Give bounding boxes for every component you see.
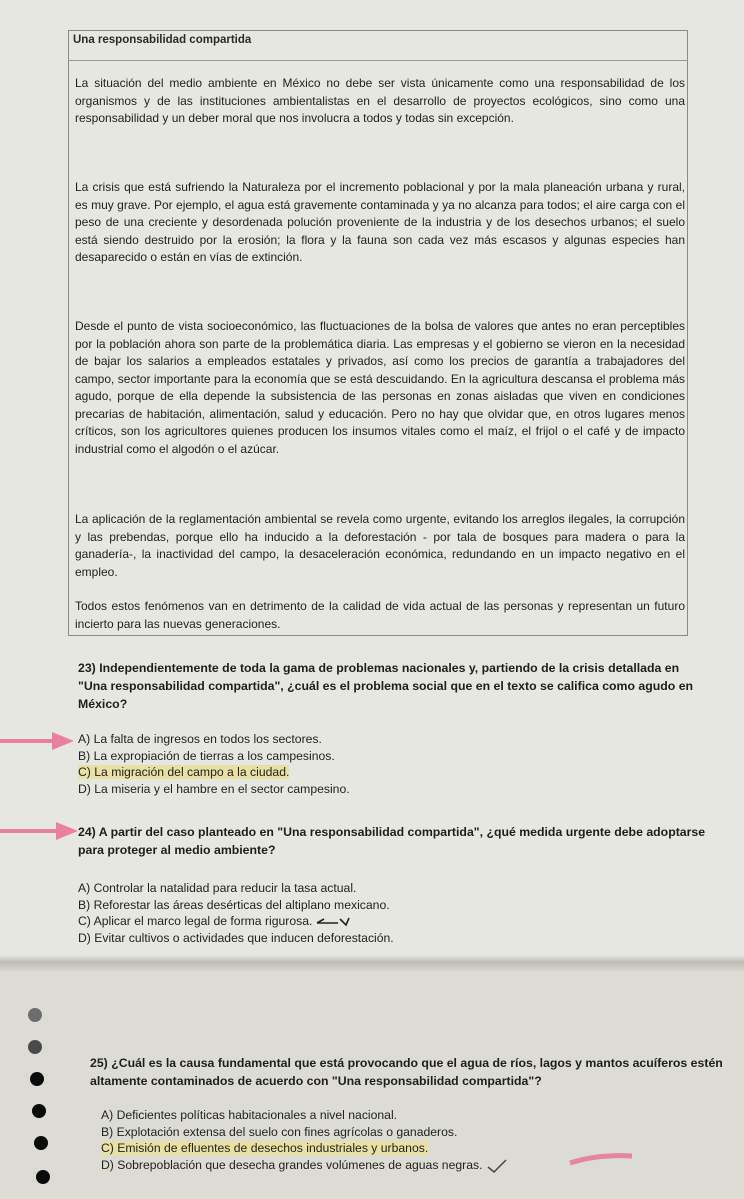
punch-hole: [36, 1170, 50, 1184]
question-23-option-b[interactable]: B) La expropiación de tierras a los campesinos.: [78, 748, 335, 763]
passage-title: Una responsabilidad compartida: [73, 34, 252, 46]
pink-marker-stroke-icon: [568, 1150, 634, 1170]
passage-paragraph-4: La aplicación de la reglamentación ambiental se revela como urgente, evitando los arreglos ilegales, la corrupción y las prebendas, porque ello ha inducido a la deforestación - por tala de bosques para madera o para la ganadería-, la inactividad del campo, la desaceleración económica, redundando en un impacto negativo en el empleo.: [75, 512, 685, 579]
question-25-text: 25) ¿Cuál es la causa fundamental que está provocando que el agua de ríos, lagos y mantos acuíferos estén altamente contaminados de acuerdo con "Una responsabilidad compartida"?: [90, 1056, 723, 1088]
punch-hole: [28, 1040, 42, 1054]
question-25-options: [101, 1107, 508, 1174]
page-fold-shadow: [0, 955, 744, 971]
question-23-text: 23) Independientemente de toda la gama de problemas nacionales y, partiendo de la crisis detallada en "Una responsabilidad compartida", ¿cuál es el problema social que en el texto se califica como agudo en México?: [78, 661, 694, 711]
question-25-option-c: C) Emisión de efluentes de desechos industriales y urbanos.: [101, 1141, 429, 1156]
question-23-options: [78, 731, 350, 797]
question-25-option-d-item[interactable]: [101, 1157, 508, 1174]
pink-arrow-icon: [0, 728, 76, 754]
question-24-option-c-item[interactable]: [78, 913, 394, 930]
passage-paragraph-2: La crisis que está sufriendo la Naturaleza por el incremento poblacional y por la mala planeación urbana y rural, es muy grave. Por ejemplo, el agua está gravemente contaminada y ya no alcanza para todos; el aire carga con el peso de una creciente y desordenada polución proveniente de la industria y de los desechos urbanos; el suelo está siendo destruido por la erosión; la flora y la fauna son cada vez más escasos y algunas especies han desaparecido o están en vías de extinción.: [75, 180, 685, 264]
question-23-option-c: C) La migración del campo a la ciudad.: [78, 765, 290, 780]
question-24-option-d[interactable]: D) Evitar cultivos o actividades que inducen deforestación.: [78, 930, 394, 945]
question-24-option-a[interactable]: A) Controlar la natalidad para reducir la tasa actual.: [78, 881, 357, 895]
passage-paragraph-3: Desde el punto de vista socioeconómico, las fluctuaciones de la bolsa de valores que antes no eran perceptibles por la población ahora son parte de la problemática diaria. Las empresas y el gobierno se vieron en la necesidad de bajar los salarios a empleados estatales y privados, así como los precios de garantía a trabajadores del campo, sector importante para la economía que se está descuidando. En la agricultura descansa el problema más agudo, porque de ella depende la subsistencia de las personas en zonas aisladas que viven en condiciones precarias de habitación, alimentación, salud y educación. Pero no hay que olvidar que, en otros lugares menos críticos, son los agricultores quienes producen los insumos vitales como el maíz, el frijol o el café y de impacto industrial como el algodón o el azúcar.: [75, 319, 685, 456]
question-25-option-d: D) Sobrepoblación que desecha grandes volúmenes de aguas negras.: [101, 1157, 483, 1172]
passage-paragraph-5: Todos estos fenómenos van en detrimento de la calidad de vida actual de las personas y representan un futuro incierto para las nuevas generaciones.: [75, 599, 685, 631]
punch-hole: [30, 1072, 44, 1086]
pen-arrow-mark-icon: [316, 917, 350, 927]
pink-arrow-icon-2: [0, 818, 80, 844]
question-23-option-c-item[interactable]: [78, 764, 350, 781]
question-25-option-b[interactable]: B) Explotación extensa del suelo con fines agrícolas o ganaderos.: [101, 1124, 458, 1139]
question-23-option-d[interactable]: D) La miseria y el hambre en el sector campesino.: [78, 781, 350, 796]
question-24-option-c: C) Aplicar el marco legal de forma rigurosa.: [78, 914, 313, 929]
punch-hole: [28, 1008, 42, 1022]
checkmark-icon: [486, 1158, 508, 1174]
title-divider: [68, 60, 688, 61]
question-24-options: [78, 880, 394, 946]
question-24-option-b[interactable]: B) Reforestar las áreas desérticas del altiplano mexicano.: [78, 897, 390, 912]
question-23-option-a[interactable]: A) La falta de ingresos en todos los sectores.: [78, 732, 322, 746]
punch-hole: [34, 1136, 48, 1150]
question-25-option-a[interactable]: A) Deficientes políticas habitacionales a nivel nacional.: [101, 1108, 398, 1122]
question-24-text: 24) A partir del caso planteado en "Una responsabilidad compartida", ¿qué medida urgente debe adoptarse para proteger al medio ambiente?: [78, 825, 706, 857]
passage-paragraph-1: La situación del medio ambiente en México no debe ser vista únicamente como una responsabilidad de los organismos y de las instituciones ambientalistas en el desarrollo de proyectos ecológicos, sino como una responsabilidad y un deber moral que nos involucra a todos y todas sin excepción.: [75, 76, 685, 125]
question-25-option-c-item[interactable]: [101, 1140, 508, 1157]
punch-hole: [32, 1104, 46, 1118]
